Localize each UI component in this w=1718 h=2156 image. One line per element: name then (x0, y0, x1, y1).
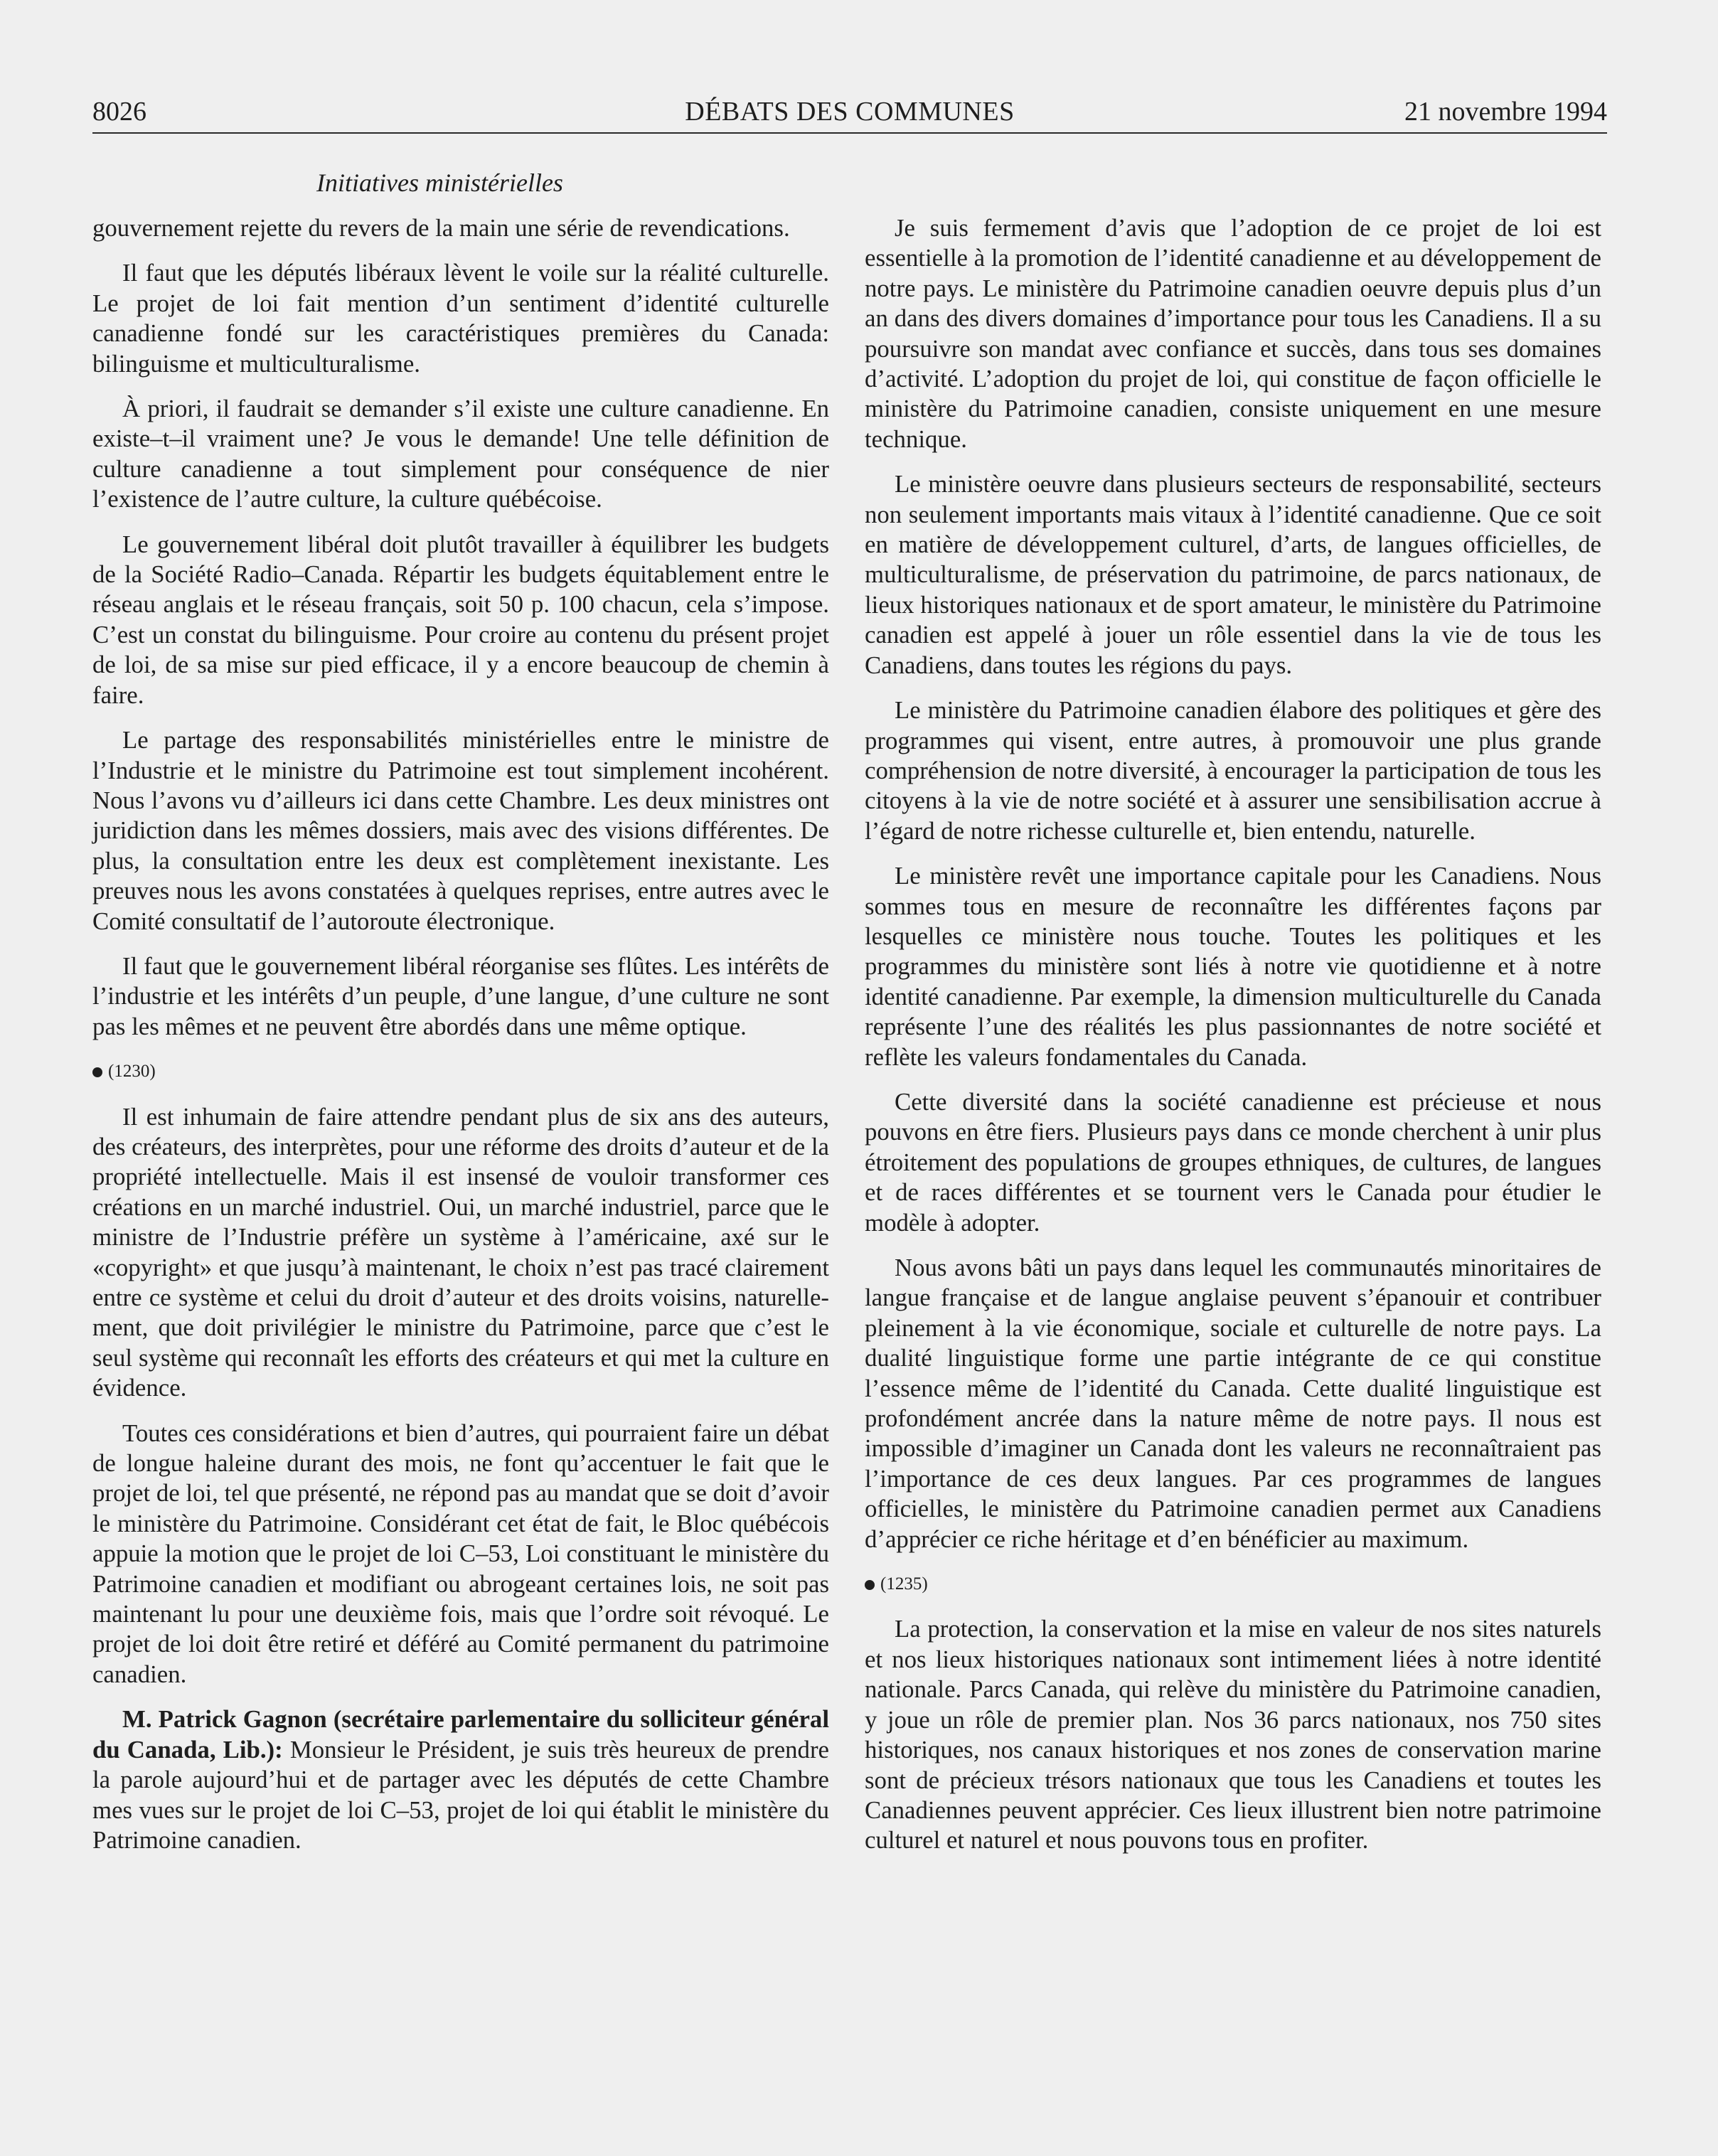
page-number: 8026 (92, 97, 146, 127)
right-column (865, 213, 1601, 1856)
left-column (92, 213, 829, 1855)
paragraph: Le gouvernement libéral doit plutôt travailler à équilibrer les budgets de la Société Radio–Canada. Répartir les budgets équitablement entre le réseau anglais et le réseau français, soit 50 p. 100 chacun, cela s’impose. C’est un constat du bilinguisme. Pour croire au contenu du présent projet de loi, de sa mise sur pied efficace, il y a encore beaucoup de chemin à faire. (92, 530, 829, 709)
paragraph: Cette diversité dans la société canadienne est précieuse et nous pouvons en être fiers. Plusieurs pays dans ce monde cherchent à unir plus étroitement des populations de groupes ethniques, de cultures, de langues et de races différentes et se tournent vers le Canada pour étudier le modèle à adopter. (865, 1087, 1601, 1237)
paragraph: gouvernement rejette du revers de la main une série de revendications. (92, 214, 790, 242)
paragraph: Le ministère revêt une importance capitale pour les Canadiens. Nous sommes tous en mesure de reconnaître les différentes façons par lesquelles ce ministère nous touche. Toutes les politiques et les programmes du ministère sont liés à notre vie quotidienne et à notre identité canadienne. Par exemple, la dimension multiculturelle du Canada représente l’une des réalités les plus passionnantes de notre société et reflète les valeurs fondamentales du Canada. (865, 862, 1601, 1071)
paragraph: Le ministère oeuvre dans plusieurs secteurs de responsabilité, secteurs non seulement importants mais vitaux à l’identité canadienne. Que ce soit en matière de développement culturel, d’arts, de langues officielles, de multiculturalisme, de préservation du patrimoine, de parcs nationaux, de lieux historiques nationaux et de sport amateur, le ministère du Patrimoine canadien est appelé à jouer un rôle essentiel dans la vie de tous les Canadiens, dans toutes les régions du pays. (865, 470, 1601, 679)
time-marker (865, 1569, 1601, 1599)
section-heading: Initiatives ministérielles (316, 169, 563, 197)
paragraph: À priori, il faudrait se demander s’il existe une culture canadienne. En existe–t–il vraiment une? Je vous le demande! Une telle définition de culture canadienne a tout simplement pour conséquence de nier l’existence de l’autre culture, la culture québécoise. (92, 395, 829, 513)
publication-title: DÉBATS DES COMMUNES (685, 97, 1015, 127)
paragraph: Nous avons bâti un pays dans lequel les communautés minoritaires de langue française et de langue anglaise peuvent s’épanouir et contribuer pleinement à la vie économique, sociale et culturelle de notre pays. La dualité linguistique forme une partie intégrante de ce qui constitue l’essence même de l’identité du Canada. Cette dualité linguistique est profondément ancrée dans la nature même de notre pays. Il nous est impossible d’imaginer un Canada dont les valeurs ne reconnaîtraient pas l’importance de ces deux langues. Par ces programmes de langues officielles, le ministère du Patrimoine canadien permet aux Canadiens d’apprécier ce riche héritage et d’en bénéficier au maximum. (865, 1254, 1601, 1553)
bullet-icon (865, 1580, 875, 1590)
paragraph: Toutes ces considérations et bien d’autres, qui pourraient faire un débat de longue haleine durant des mois, ne font qu’accentuer le fait que le projet de loi, tel que présenté, ne répond pas au mandat que se doit d’avoir le ministère du Patrimoine. Considérant cet état de fait, le Bloc québécois appuie la motion que le projet de loi C–53, Loi constituant le ministère du Patrimoine canadien et modifiant ou abrogeant certaines lois, ne soit pas maintenant lu pour une deuxième fois, mais que l’ordre soit révoqué. Le projet de loi doit être retiré et déféré au Comité permanent du patrimoine canadien. (92, 1419, 829, 1688)
paragraph: Il faut que le gouvernement libéral réorganise ses flûtes. Les intérêts de l’industrie et les intérêts d’un peuple, d’une langue, d’une culture ne sont pas les mêmes et ne peuvent être abordés dans une même optique. (92, 951, 829, 1040)
paragraph: Il est inhumain de faire attendre pendant plus de six ans des auteurs, des créateurs, des interprètes, pour une réforme des droits d’auteur et de la propriété intellectuelle. Mais il est insensé de vouloir transformer ces créations en un marché industriel. Oui, un marché industriel, parce que le ministre de l’Industrie préfère un système à l’américaine, axé sur le «copyright» et que jusqu’à maintenant, le choix n’est pas tracé clairement entre ce système et celui du droit d’auteur et des droits voisins, naturellement, que doit privilégier le ministre du Patrimoine, parce que c’est le seul système qui reconnaît les efforts des créateurs et qui met la culture en évidence. (92, 1102, 829, 1402)
page-header (92, 91, 1607, 134)
paragraph: La protection, la conservation et la mise en valeur de nos sites naturels et nos lieux historiques nationaux sont intimement liées à notre identité nationale. Parcs Canada, qui relève du ministère du Patrimoine canadien, y joue un rôle de premier plan. Nos 36 parcs nationaux, nos 750 sites historiques, nos canaux historiques et nos zones de conservation marine sont de précieux trésors nationaux que tous les Canadiens et toutes les Canadiennes peuvent apprécier. Ces lieux illustrent bien notre patrimoine culturel et naturel et nous pouvons tous en profiter. (865, 1615, 1601, 1855)
paragraph: Il faut que les députés libéraux lèvent le voile sur la réalité culturelle. Le projet de loi fait mention d’un sentiment d’identité culturelle canadienne fondé sur les caractéristiques premières du Canada: bilinguisme et multiculturalisme. (92, 259, 829, 378)
paragraph: Le partage des responsabilités ministérielles entre le ministre de l’Industrie et le ministre du Patrimoine est tout simplement incohérent. Nous l’avons vu d’ailleurs ici dans cette Chambre. Les deux ministres ont juridiction dans les mêmes dossiers, mais avec des visions différentes. De plus, la consultation entre les deux est complètement inexistante. Les preuves nous les avons constatées à quelques reprises, entre autres avec le Comité consultatif de l’autoroute électronique. (92, 726, 829, 935)
bullet-icon (92, 1067, 102, 1077)
speaker-paragraph (92, 1704, 829, 1855)
time-marker-label: (1230) (108, 1062, 156, 1082)
paragraph: Le ministère du Patrimoine canadien élabore des politiques et gère des programmes qui visent, entre autres, à promouvoir une plus grande compréhension de notre diversité, à encourager la participation de tous les citoyens à la vie de notre société et à assurer une sensibilisation accrue à l’égard de notre richesse culturelle et, bien entendu, naturelle. (865, 696, 1601, 845)
time-marker (92, 1057, 829, 1087)
time-marker-label: (1235) (880, 1574, 928, 1594)
publication-date: 21 novembre 1994 (1404, 97, 1607, 127)
paragraph: Je suis fermement d’avis que l’adoption de ce projet de loi est essentielle à la promotion de l’identité canadienne et au développement de notre pays. Le ministère du Patrimoine canadien oeuvre depuis plus d’un an dans des divers domaines d’importance pour tous les Canadiens. Il a su poursuivre son mandat avec confiance et succès, dans tous ses domaines d’activité. L’adoption du projet de loi, qui constitue de façon officielle le ministère du Patrimoine canadien, consiste uniquement en une mesure technique. (865, 214, 1601, 453)
speaker-name: M. Patrick Gagnon (secrétaire parlementaire du solliciteur général du Canada, Lib.): (92, 1705, 829, 1763)
speech-text: Monsieur le Président, je suis très heureux de prendre la parole aujourd’hui et de partager avec les députés de cette Chambre mes vues sur le projet de loi C–53, projet de loi qui établit le ministère du Patrimoine canadien. (92, 1735, 829, 1854)
